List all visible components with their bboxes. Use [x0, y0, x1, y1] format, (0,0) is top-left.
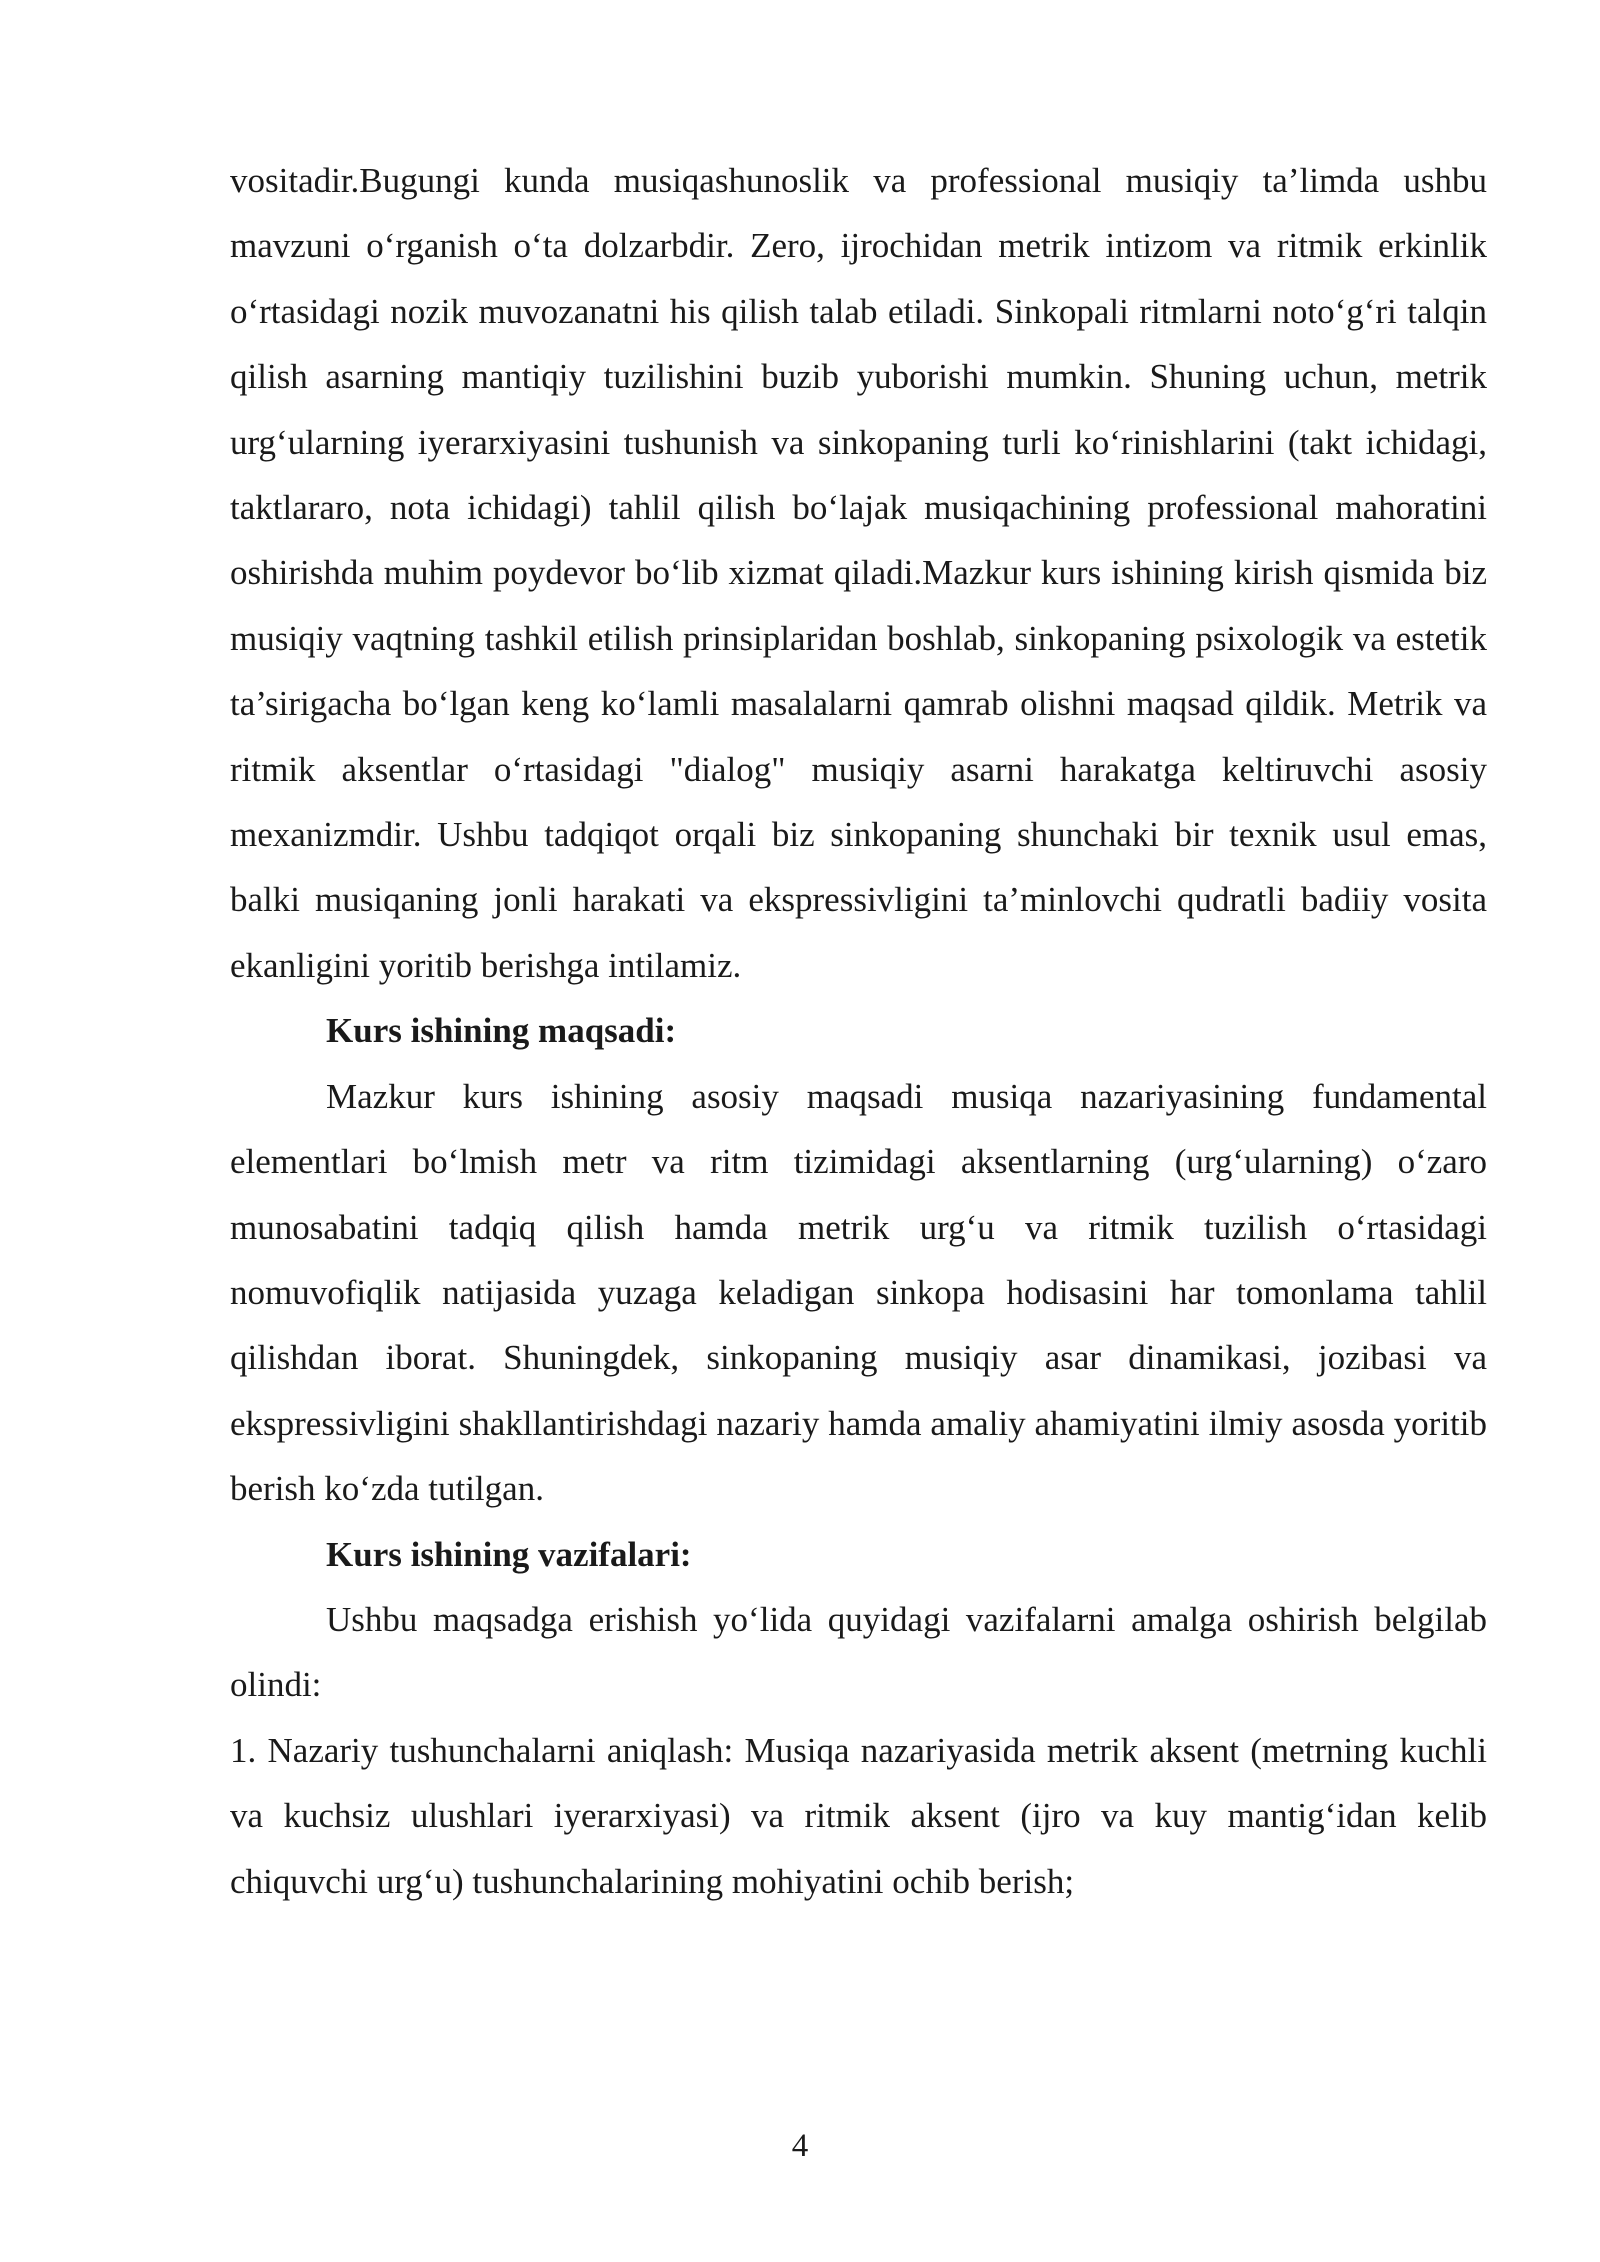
tasks-intro-paragraph: Ushbu maqsadga erishish yo‘lida quyidagi vazifalarni amalga oshirish belgilab olindi: — [230, 1599, 1487, 1705]
goal-heading: Kurs ishining maqsadi: — [326, 1011, 677, 1051]
page-body — [230, 148, 1487, 1914]
intro-paragraph: vositadir.Bugungi kunda musiqashunoslik va professional musiqiy ta’limda ushbu mavzuni o‘rganish o‘ta dolzarbdir. Zero, ijrochidan metrik intizom va ritmik erkinlik o‘rtasidagi nozik muvozanatni his qilish talab etiladi. Sinkopali ritmlarni noto‘g‘ri talqin qilish asarning mantiqiy tuzilishini buzib yuborishi mumkin. Shuning uchun, metrik urg‘ularning iyerarxiyasini tushunish va sinkopaning turli ko‘rinishlarini (takt ichidagi, taktlararo, nota ichidagi) tahlil qilish bo‘lajak musiqachining professional mahoratini oshirishda muhim poydevor bo‘lib xizmat qiladi.Mazkur kurs ishining kirish qismida biz musiqiy vaqtning tashkil etilish prinsiplaridan boshlab, sinkopaning psixologik va estetik ta’sirigacha bo‘lgan keng ko‘lamli masalalarni qamrab olishni maqsad qildik. Metrik va ritmik aksentlar o‘rtasidagi "dialog" musiqiy asarni harakatga keltiruvchi asosiy mexanizmdir. Ushbu tadqiqot orqali biz sinkopaning shunchaki bir texnik usul emas, balki musiqaning jonli harakati va ekspressivligini ta’minlovchi qudratli badiiy vosita ekanligini yoritib berishga intilamiz. — [230, 161, 1487, 985]
page-number: 4 — [791, 2128, 809, 2164]
task-item-1: 1. Nazariy tushunchalarni aniqlash: Musiqa nazariyasida metrik aksent (metrning kuchli va kuchsiz ulushlari iyerarxiyasi) va ritmik aksent (ijro va kuy mantig‘idan kelib chiquvchi urg‘u) tushunchalarining mohiyatini ochib berish; — [230, 1730, 1487, 1901]
tasks-heading: Kurs ishining vazifalari: — [326, 1534, 692, 1574]
goal-paragraph: Mazkur kurs ishining asosiy maqsadi musiqa nazariyasining fundamental elementlari bo‘lmish metr va ritm tizimidagi aksentlarning (urg‘ularning) o‘zaro munosabatini tadqiq qilish hamda metrik urg‘u va ritmik tuzilish o‘rtasidagi nomuvofiqlik natijasida yuzaga keladigan sinkopa hodisasini har tomonlama tahlil qilishdan iborat. Shuningdek, sinkopaning musiqiy asar dinamikasi, jozibasi va ekspressivligini shakllantirishdagi nazariy hamda amaliy ahamiyatini ilmiy asosda yoritib berish ko‘zda tutilgan. — [230, 1076, 1487, 1509]
